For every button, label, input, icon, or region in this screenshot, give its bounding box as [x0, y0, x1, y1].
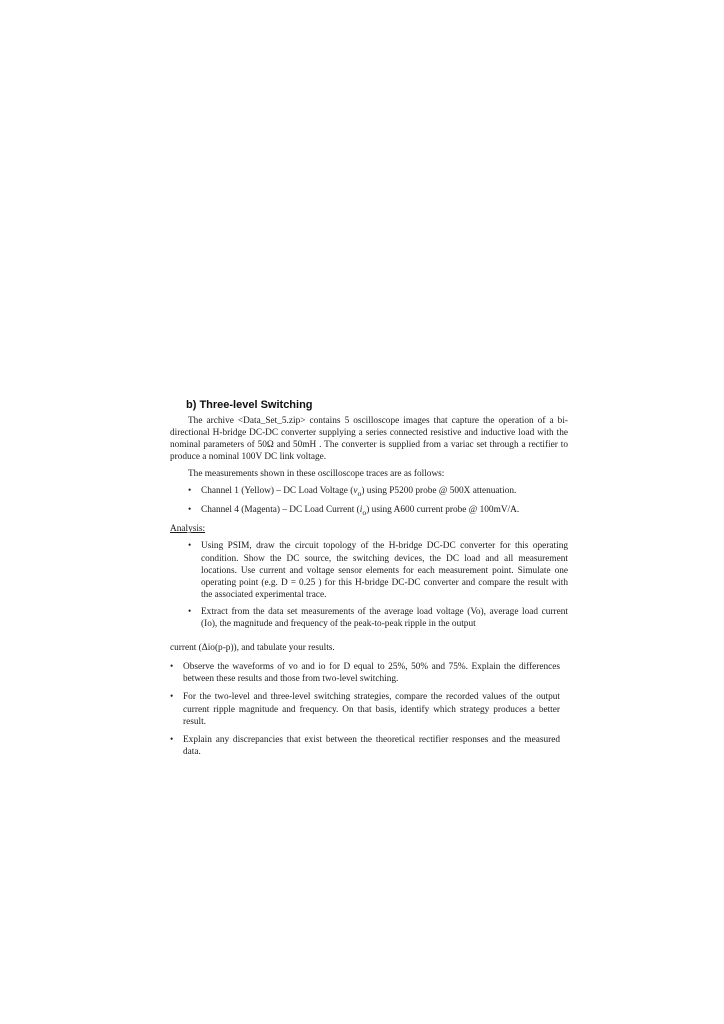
measurement-detail: ) using A600 current probe @ 100mV/A. [366, 505, 520, 516]
list-item: • Extract from the data set measurements of the average load voltage (Vo), average load current (Io), the magnitude and frequency of the peak-to-peak ripple in the output [170, 606, 568, 630]
list-item: • Observe the waveforms of vo and io for D equal to 25%, 50% and 75%. Explain the differences between these results and those from two-level switching. [170, 661, 560, 685]
list-item: • Using PSIM, draw the circuit topology of the H-bridge DC-DC converter for this operating condition. Show the DC source, the switching devices, the DC load and all measurement locations. Use current and voltage sensor elements for each measurement point. Simulate one operating point (e.g. D = 0.25 ) for this H-bridge DC-DC converter and compare the result with the associated experimental trace. [170, 540, 568, 600]
analysis-title: Analysis: [170, 524, 206, 535]
measurement-symbol: i [359, 505, 363, 516]
analysis-list [170, 540, 568, 630]
list-item [170, 504, 568, 519]
measurement-channel: Channel 4 (Magenta) – DC Load Current ( [201, 505, 360, 516]
discussion-list [170, 661, 568, 758]
measurements-list [170, 485, 568, 519]
measurements-intro: The measurements shown in these oscilloscope traces are as follows: [188, 469, 445, 480]
analysis-continuation: current (Δio(p-p)), and tabulate your results. [170, 643, 335, 654]
list-item [170, 485, 568, 500]
measurement-subscript: o [357, 489, 362, 499]
document-section [170, 398, 568, 764]
list-item: • Explain any discrepancies that exist between the theoretical rectifier responses and the measured data. [170, 734, 560, 758]
measurement-channel: Channel 1 (Yellow) – DC Load Voltage ( [201, 486, 354, 497]
measurement-detail: ) using P5200 probe @ 500X attenuation. [361, 486, 517, 497]
intro-paragraph: The archive <Data_Set_5.zip> contains 5 oscilloscope images that capture the operation of a bi-directional H-bridge DC-DC converter supplying a series connected resistive and inductive load with the nominal parameters of 50Ω and 50mH . The converter is supplied from a variac set through a rectifier to produce a nominal 100V DC link voltage. [170, 416, 568, 463]
section-heading: b) Three-level Switching [186, 399, 313, 411]
list-item: • For the two-level and three-level switching strategies, compare the recorded values of the output current ripple magnitude and frequency. On that basis, identify which strategy produces a better result. [170, 691, 560, 727]
measurement-subscript: o [362, 508, 367, 518]
measurement-symbol: v [353, 486, 358, 497]
